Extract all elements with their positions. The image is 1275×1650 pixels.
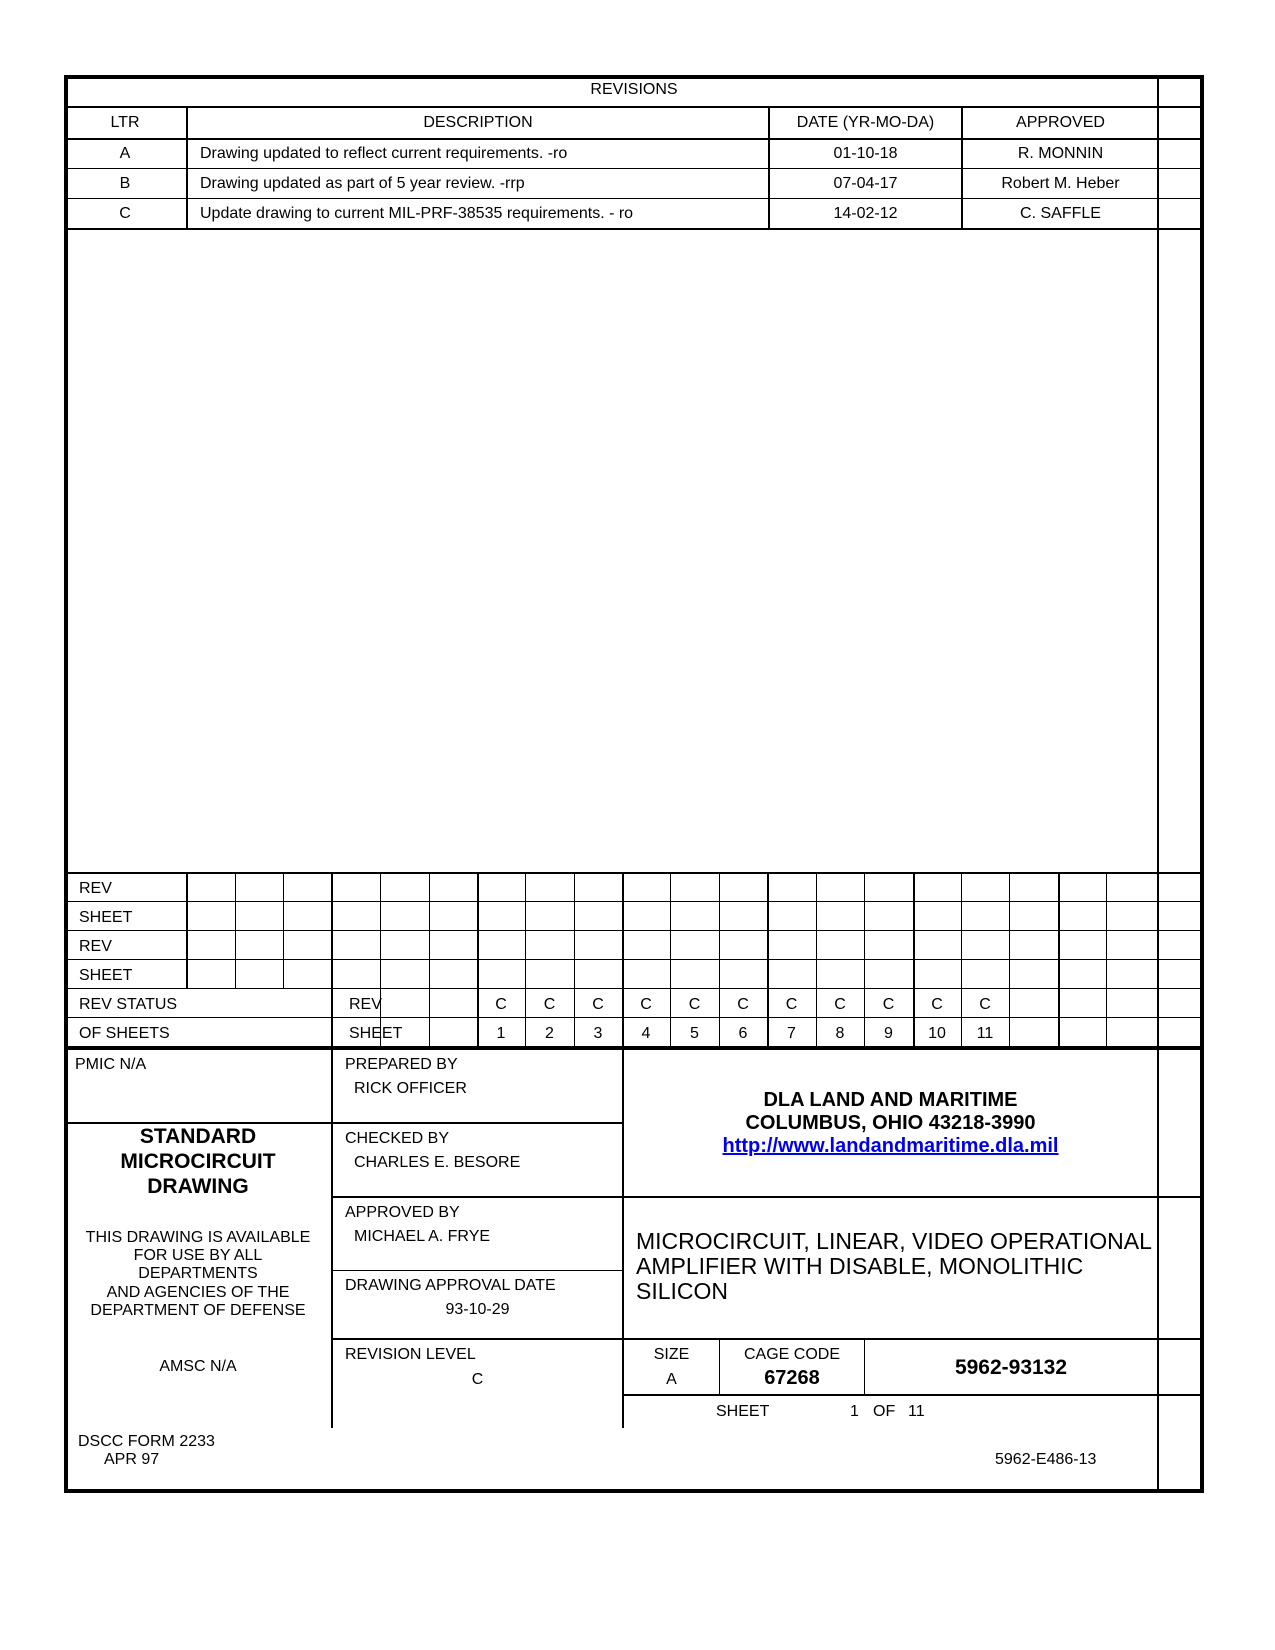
grid-col-line [1009,872,1010,988]
title-line3: SILICON [636,1278,729,1304]
grid-col-line [767,872,769,988]
grid-row-label: SHEET [79,909,133,926]
revisions-title: REVISIONS [590,81,678,98]
grid-col-line [380,872,381,988]
rev-table-divider [64,106,1204,108]
avail-line4: AND AGENCIES OF THE [106,1284,290,1301]
rev-status-cell: C [543,996,556,1013]
sheet-number-cell: 7 [787,1025,796,1042]
agency-line1: DLA LAND AND MARITIME [763,1089,1018,1111]
sheet-number-cell: 1 [496,1025,506,1042]
agency-url-link[interactable]: http://www.landandmaritime.dla.mil [722,1135,1059,1157]
sheet-total: 11 [908,1403,925,1420]
approval-date-label: DRAWING APPROVAL DATE [345,1277,556,1294]
avail-line2: FOR USE BY ALL [133,1247,263,1264]
prepared-label: PREPARED BY [345,1056,458,1073]
sheet-label-bottom: SHEET [716,1403,770,1420]
rev-status-cell: C [688,996,701,1013]
grid-col-line [670,872,671,988]
rev-row-date: 14-02-12 [833,205,898,222]
rev-status-cell: C [785,996,798,1013]
grid-col-line [719,872,720,988]
of-label: OF [873,1403,896,1420]
rev-status-cell: C [592,996,604,1013]
grid-col-line [913,872,915,988]
rev-row-ltr: B [119,175,131,192]
revision-level-label: REVISION LEVEL [345,1346,476,1363]
rev-row-date: 07-04-17 [833,175,898,192]
approved-name: MICHAEL A. FRYE [354,1228,491,1245]
approved-label: APPROVED BY [345,1204,460,1221]
grid-col-line [816,872,817,988]
std-line3: DRAWING [147,1175,249,1198]
size-value: A [666,1371,677,1388]
title-block-divider [622,1196,1204,1198]
cage-label: CAGE CODE [743,1346,840,1363]
title-block-divider [331,1196,623,1198]
grid-col-line [864,872,865,988]
grid-col-line [1106,988,1107,1047]
rev-status-cell: C [882,996,895,1013]
title-block-divider [331,1270,623,1271]
grid-col-line [574,872,575,988]
sheet-number-cell: 9 [884,1025,893,1042]
grid-col-line [1009,988,1010,1047]
grid-row-label: SHEET [79,967,133,984]
drawing-number: 5962-93132 [954,1356,1068,1379]
rev-status-cell: C [979,996,991,1013]
approved-header: APPROVED [1016,114,1105,131]
grid-row-label: REV [79,938,112,955]
avail-line3: DEPARTMENTS [138,1265,258,1282]
sheet-number-cell: 4 [641,1025,651,1042]
sheet-number-cell: 6 [738,1025,748,1042]
cage-value: 67268 [764,1367,820,1389]
title-block-divider [622,1338,1204,1340]
rev-row-description: Update drawing to current MIL-PRF-38535 requirements. - ro [200,205,634,222]
grid-col-line [429,872,430,988]
rev-row-description: Drawing updated to reflect current requirements. -ro [200,145,568,162]
grid-col-line [622,872,624,988]
rev-row-ltr: A [119,145,131,162]
rev-row-approved: Robert M. Heber [1001,175,1120,192]
rev-label: REV [349,996,382,1013]
title-block-divider [622,1394,1204,1396]
prepared-name: RICK OFFICER [354,1080,467,1097]
title-line1: MICROCIRCUIT, LINEAR, VIDEO OPERATIONAL [636,1228,1152,1254]
amsc: AMSC N/A [159,1358,237,1375]
rev-row-description: Drawing updated as part of 5 year review. -rrp [200,175,525,192]
sheet-number-cell: 2 [545,1025,554,1042]
grid-col-line [1058,872,1060,988]
rev-status-cell: C [834,996,846,1013]
sheet-num: 1 [850,1403,859,1420]
rev-status-cell: C [495,996,507,1013]
rev-row-approved: R. MONNIN [1017,145,1104,162]
grid-row-line [64,988,1204,989]
sheet-number-cell: 3 [593,1025,603,1042]
rev-row-ltr: C [119,205,131,222]
rev-table-divider [64,228,1204,230]
avail-line1: THIS DRAWING IS AVAILABLE [85,1229,311,1246]
sheet-number-cell: 11 [976,1025,994,1042]
grid-col-line [331,988,333,1047]
revision-level: C [471,1371,484,1388]
grid-col-line [331,872,333,988]
agency-line2: COLUMBUS, OHIO 43218-3990 [745,1112,1036,1134]
std-line2: MICROCIRCUIT [120,1150,276,1173]
of-sheets-label: OF SHEETS [79,1025,170,1042]
rev-table-divider [64,138,1204,140]
title-block-top [64,1048,1204,1050]
pmic: PMIC N/A [75,1056,147,1073]
date-header: DATE (YR-MO-DA) [796,114,935,131]
form-date: APR 97 [104,1451,160,1468]
agency-url-row [624,1134,1157,1158]
grid-col-line [961,872,962,988]
sheet-number-cell: 10 [928,1025,946,1042]
approval-date: 93-10-29 [445,1301,510,1318]
rev-status-label: REV STATUS [79,996,178,1013]
grid-col-line [235,872,236,988]
std-line1: STANDARD [139,1125,257,1148]
grid-col-line [1106,872,1107,988]
rev-row-date: 01-10-18 [833,145,898,162]
rev-table-divider [64,168,1204,169]
grid-col-line [186,872,188,988]
description-header: DESCRIPTION [423,114,533,131]
rev-table-divider [64,198,1204,199]
rev-row-approved: C. SAFFLE [1020,205,1101,222]
rev-status-cell: C [640,996,652,1013]
avail-line5: DEPARTMENT OF DEFENSE [90,1302,306,1319]
grid-col-line [429,988,430,1047]
title-line2: AMPLIFIER WITH DISABLE, MONOLITHIC [636,1253,1084,1279]
grid-col-line [1058,988,1060,1047]
checked-label: CHECKED BY [345,1130,450,1147]
right-inner-border [1157,75,1159,1493]
rev-status-cell: C [737,996,749,1013]
form-number: DSCC FORM 2233 [78,1433,215,1450]
title-block-divider [331,1338,623,1340]
ltr-header: LTR [110,114,140,131]
sheet-label: SHEET [349,1025,403,1042]
size-label: SIZE [653,1346,690,1363]
grid-row-line [64,1017,1204,1018]
grid-col-line [477,872,479,988]
grid-col-line [525,872,526,988]
sheet-number-cell: 5 [690,1025,699,1042]
rev-status-cell: C [931,996,943,1013]
sheet-number-cell: 8 [835,1025,845,1042]
grid-row-label: REV [79,880,112,897]
checked-name: CHARLES E. BESORE [354,1154,521,1171]
doc-id: 5962-E486-13 [995,1451,1097,1468]
grid-col-line [283,872,284,988]
